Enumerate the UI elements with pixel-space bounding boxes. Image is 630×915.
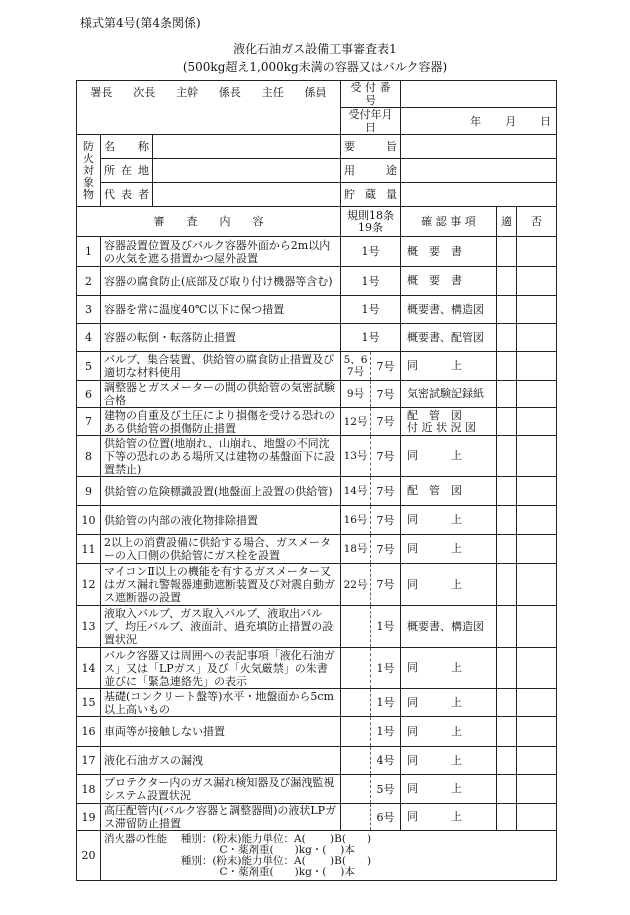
review-item-text: 供給管の位置(地崩れ、山崩れ、地盤の不同沈下等の恐れのある場所又は建物の基盤面下に設置禁止) — [101, 436, 341, 477]
row-number: 5 — [77, 352, 101, 381]
summary-label: 要 旨 — [341, 135, 401, 159]
rule18-reference: 5、6 7号 — [341, 352, 371, 381]
rule19-reference: 4号 — [371, 747, 401, 775]
confirm-item: 同 上 — [401, 804, 497, 831]
year-label: 年 — [470, 114, 482, 128]
review-row — [77, 381, 557, 408]
review-row — [77, 267, 557, 296]
review-row — [77, 564, 557, 606]
row-number: 14 — [77, 648, 101, 689]
confirm-item: 概要書、構造図 — [401, 606, 497, 648]
use-label: 用 途 — [341, 159, 401, 183]
name-label: 名 称 — [101, 135, 153, 159]
confirm-item: 概要書、構造図 — [401, 296, 497, 324]
ok-checkbox-cell[interactable] — [497, 352, 517, 381]
review-item-text: 液化石油ガスの漏洩 — [101, 747, 341, 775]
row-number: 6 — [77, 381, 101, 408]
ng-checkbox-cell[interactable] — [517, 717, 557, 747]
officials-row — [80, 86, 337, 99]
review-item-text: プロテクター内のガス漏れ検知器及び漏洩監視システム設置状況 — [101, 775, 341, 804]
row-number: 19 — [77, 804, 101, 831]
extinguisher-row — [77, 831, 557, 881]
row-number: 18 — [77, 775, 101, 804]
review-item-text: 容器設置位置及びバルク容器外面から2m以内の火気を遮る措置かつ屋外設置 — [101, 237, 341, 267]
rule18-reference: 16号 — [341, 506, 371, 535]
ng-checkbox-cell[interactable] — [517, 237, 557, 267]
extinguisher-performance-field[interactable] — [101, 831, 557, 881]
review-row — [77, 775, 557, 804]
review-item-text: 建物の自重及び土圧により損傷を受ける恐れのある供給管の損傷防止措置 — [101, 408, 341, 436]
ok-checkbox-cell[interactable] — [497, 648, 517, 689]
ok-checkbox-cell[interactable] — [497, 717, 517, 747]
ok-checkbox-cell[interactable] — [497, 775, 517, 804]
ok-checkbox-cell[interactable] — [497, 237, 517, 267]
name-field[interactable] — [153, 135, 341, 159]
review-item-text: 液取入バルブ、ガス取入バルブ、液取出バルブ、均圧バルブ、液面計、過充填防止措置の設置状況 — [101, 606, 341, 648]
row-number: 3 — [77, 296, 101, 324]
form-subtitle: (500kg超え1,000kg未満の容器又はバルク容器) — [182, 60, 448, 74]
representative-field[interactable] — [153, 183, 341, 207]
location-field[interactable] — [153, 159, 341, 183]
confirm-item: 同 上 — [401, 352, 497, 381]
rule19-reference: 1号 — [371, 717, 401, 747]
rule19-reference: 7号 — [371, 564, 401, 606]
ng-checkbox-cell[interactable] — [517, 606, 557, 648]
ok-checkbox-cell[interactable] — [497, 267, 517, 296]
ok-checkbox-cell[interactable] — [497, 477, 517, 506]
review-row — [77, 535, 557, 564]
review-item-text: 高圧配管内(バルク容器と調整器間)の液状LPガス滞留防止措置 — [101, 804, 341, 831]
ng-checkbox-cell[interactable] — [517, 804, 557, 831]
extinguisher-line: 消火器の性能 種別：(粉末)能力単位：A( )B( ) — [104, 832, 372, 845]
review-row — [77, 477, 557, 506]
rule19-reference: 7号 — [371, 352, 401, 381]
review-row — [77, 606, 557, 648]
confirm-item: 気密試験記録紙 — [401, 381, 497, 408]
review-row — [77, 237, 557, 267]
confirm-header: 確 認 事 項 — [401, 207, 497, 237]
receipt-date-label: 受付年月日 — [341, 108, 401, 135]
rule18-reference — [341, 775, 371, 804]
ok-checkbox-cell[interactable] — [497, 324, 517, 352]
confirm-item: 同 上 — [401, 436, 497, 477]
review-row — [77, 747, 557, 775]
row-number: 11 — [77, 535, 101, 564]
rule18-reference: 22号 — [341, 564, 371, 606]
ng-header: 否 — [517, 207, 557, 237]
review-row — [77, 436, 557, 477]
rule18-reference: 12号 — [341, 408, 371, 436]
review-row — [77, 804, 557, 831]
review-item-text: 容器の腐食防止(底部及び取り付け機器等含む) — [101, 267, 341, 296]
ng-checkbox-cell[interactable] — [517, 324, 557, 352]
review-row — [77, 408, 557, 436]
rule18-reference — [341, 648, 371, 689]
row-number: 15 — [77, 689, 101, 717]
row-number: 1 — [77, 237, 101, 267]
official-staff: 係員 — [304, 86, 327, 99]
review-item-text: 容器の転倒・転落防止措置 — [101, 324, 341, 352]
row-number: 4 — [77, 324, 101, 352]
review-item-text: 調整器とガスメーターの間の供給管の気密試験合格 — [101, 381, 341, 408]
use-field[interactable] — [401, 159, 557, 183]
ok-checkbox-cell[interactable] — [497, 506, 517, 535]
storage-label: 貯 蔵 量 — [341, 183, 401, 207]
ok-checkbox-cell[interactable] — [497, 381, 517, 408]
rule19-reference: 1号 — [371, 648, 401, 689]
review-item-text: 基礎(コンクリート盤等)水平・地盤面から5cm以上高いもの — [101, 689, 341, 717]
form-number: 様式第4号(第4条関係) — [80, 16, 201, 30]
rule-reference: 1号 — [341, 324, 401, 352]
review-item-text: 供給管の危険標識設置(地盤面上設置の供給管) — [101, 477, 341, 506]
ok-checkbox-cell[interactable] — [497, 804, 517, 831]
row-number: 2 — [77, 267, 101, 296]
official-section-chief: 係長 — [218, 86, 241, 99]
official-supervisor: 主任 — [261, 86, 284, 99]
rule19-reference: 6号 — [371, 804, 401, 831]
rule19-reference: 7号 — [371, 535, 401, 564]
review-item-text: 車両等が接触しない措置 — [101, 717, 341, 747]
row-number: 13 — [77, 606, 101, 648]
ng-checkbox-cell[interactable] — [517, 296, 557, 324]
review-item-text: 2以上の消費設備に供給する場合、ガスメーターの入口側の供給管にガス栓を設置 — [101, 535, 341, 564]
row-number: 7 — [77, 408, 101, 436]
confirm-item: 同 上 — [401, 506, 497, 535]
ng-checkbox-cell[interactable] — [517, 436, 557, 477]
extinguisher-line: C・薬剤重( )kg・( )本 — [104, 865, 355, 878]
rule19-reference: 7号 — [371, 408, 401, 436]
receipt-number-label: 受 付 番 号 — [341, 81, 401, 108]
receipt-date-field[interactable] — [401, 108, 557, 135]
ng-checkbox-cell[interactable] — [517, 775, 557, 804]
rule-reference: 1号 — [341, 296, 401, 324]
review-form-table — [76, 80, 557, 881]
rule19-reference: 1号 — [371, 606, 401, 648]
rule19-reference: 7号 — [371, 506, 401, 535]
confirm-item: 同 上 — [401, 689, 497, 717]
receipt-number-field[interactable] — [401, 81, 557, 108]
ng-checkbox-cell[interactable] — [517, 408, 557, 436]
day-label: 日 — [540, 114, 552, 128]
rule19-reference: 7号 — [371, 381, 401, 408]
ng-checkbox-cell[interactable] — [517, 564, 557, 606]
confirm-item: 同 上 — [401, 535, 497, 564]
approval-stamp-area — [77, 81, 341, 135]
ok-checkbox-cell[interactable] — [497, 564, 517, 606]
row-number: 10 — [77, 506, 101, 535]
rule18-reference: 18号 — [341, 535, 371, 564]
summary-field[interactable] — [401, 135, 557, 159]
review-content-header: 審 査 内 容 — [77, 207, 341, 237]
confirm-item: 同 上 — [401, 717, 497, 747]
ok-checkbox-cell[interactable] — [497, 747, 517, 775]
confirm-item: 概要書、配管図 — [401, 324, 497, 352]
rule-reference: 1号 — [341, 237, 401, 267]
rule18-reference — [341, 804, 371, 831]
confirm-item: 配 管 図 付 近 状 況 図 — [401, 408, 497, 436]
row-number: 9 — [77, 477, 101, 506]
form-title: 液化石油ガス設備工事審査表1 — [233, 42, 397, 56]
confirm-item: 配 管 図 — [401, 477, 497, 506]
ok-checkbox-cell[interactable] — [497, 408, 517, 436]
fire-prevention-target-label: 防 火 対 象 物 — [77, 135, 101, 207]
review-row — [77, 352, 557, 381]
representative-label: 代表者 — [101, 183, 153, 207]
review-row — [77, 648, 557, 689]
review-item-text: バルブ、集合装置、供給管の腐食防止措置及び適切な材料使用 — [101, 352, 341, 381]
row-number: 8 — [77, 436, 101, 477]
rule-reference: 1号 — [341, 267, 401, 296]
review-item-text: 供給管の内部の液化物排除措置 — [101, 506, 341, 535]
rule18-reference: 9号 — [341, 381, 371, 408]
rule18-reference — [341, 717, 371, 747]
rule-header: 規則18条19条 — [341, 207, 401, 237]
review-row — [77, 717, 557, 747]
ng-checkbox-cell[interactable] — [517, 477, 557, 506]
rule18-reference: 14号 — [341, 477, 371, 506]
extinguisher-line: C・薬剤重( )kg・( )本 — [104, 843, 355, 856]
month-label: 月 — [505, 114, 517, 128]
confirm-item: 同 上 — [401, 747, 497, 775]
rule18-reference — [341, 747, 371, 775]
storage-field[interactable] — [401, 183, 557, 207]
location-label: 所在地 — [101, 159, 153, 183]
review-row — [77, 689, 557, 717]
review-item-text: 容器を常に温度40℃以下に保つ措置 — [101, 296, 341, 324]
ok-checkbox-cell[interactable] — [497, 436, 517, 477]
ng-checkbox-cell[interactable] — [517, 381, 557, 408]
confirm-item: 同 上 — [401, 564, 497, 606]
ok-checkbox-cell[interactable] — [497, 296, 517, 324]
ng-checkbox-cell[interactable] — [517, 747, 557, 775]
review-row — [77, 324, 557, 352]
ng-checkbox-cell[interactable] — [517, 535, 557, 564]
ng-checkbox-cell[interactable] — [517, 267, 557, 296]
row-number: 16 — [77, 717, 101, 747]
confirm-item: 概 要 書 — [401, 237, 497, 267]
review-row — [77, 296, 557, 324]
row-number: 20 — [77, 831, 101, 881]
rule19-reference: 7号 — [371, 477, 401, 506]
confirm-item: 概 要 書 — [401, 267, 497, 296]
ng-checkbox-cell[interactable] — [517, 689, 557, 717]
ok-header: 適 — [497, 207, 517, 237]
ng-checkbox-cell[interactable] — [517, 506, 557, 535]
confirm-item: 同 上 — [401, 648, 497, 689]
row-number: 12 — [77, 564, 101, 606]
rule19-reference: 7号 — [371, 436, 401, 477]
rule18-reference — [341, 606, 371, 648]
rule18-reference — [341, 689, 371, 717]
row-number: 17 — [77, 747, 101, 775]
review-item-text: マイコンⅡ以上の機能を有するガスメーター又はガス漏れ警報器連動遮断装置及び対震自動ガス遮断器の設置 — [101, 564, 341, 606]
ok-checkbox-cell[interactable] — [497, 535, 517, 564]
review-row — [77, 506, 557, 535]
official-chief: 署長 — [90, 86, 113, 99]
ng-checkbox-cell[interactable] — [517, 648, 557, 689]
official-director: 主幹 — [176, 86, 199, 99]
confirm-item: 同 上 — [401, 775, 497, 804]
review-item-text: バルク容器又は周囲への表記事項「液化石油ガス」又は「LPガス」及び「火気厳禁」の朱書並びに「緊急連絡先」の表示 — [101, 648, 341, 689]
rule19-reference: 1号 — [371, 689, 401, 717]
ok-checkbox-cell[interactable] — [497, 606, 517, 648]
ok-checkbox-cell[interactable] — [497, 689, 517, 717]
extinguisher-line: 種別：(粉末)能力単位：A( )B( ) — [104, 854, 372, 867]
official-deputy: 次長 — [133, 86, 156, 99]
ng-checkbox-cell[interactable] — [517, 352, 557, 381]
rule19-reference: 5号 — [371, 775, 401, 804]
rule18-reference: 13号 — [341, 436, 371, 477]
